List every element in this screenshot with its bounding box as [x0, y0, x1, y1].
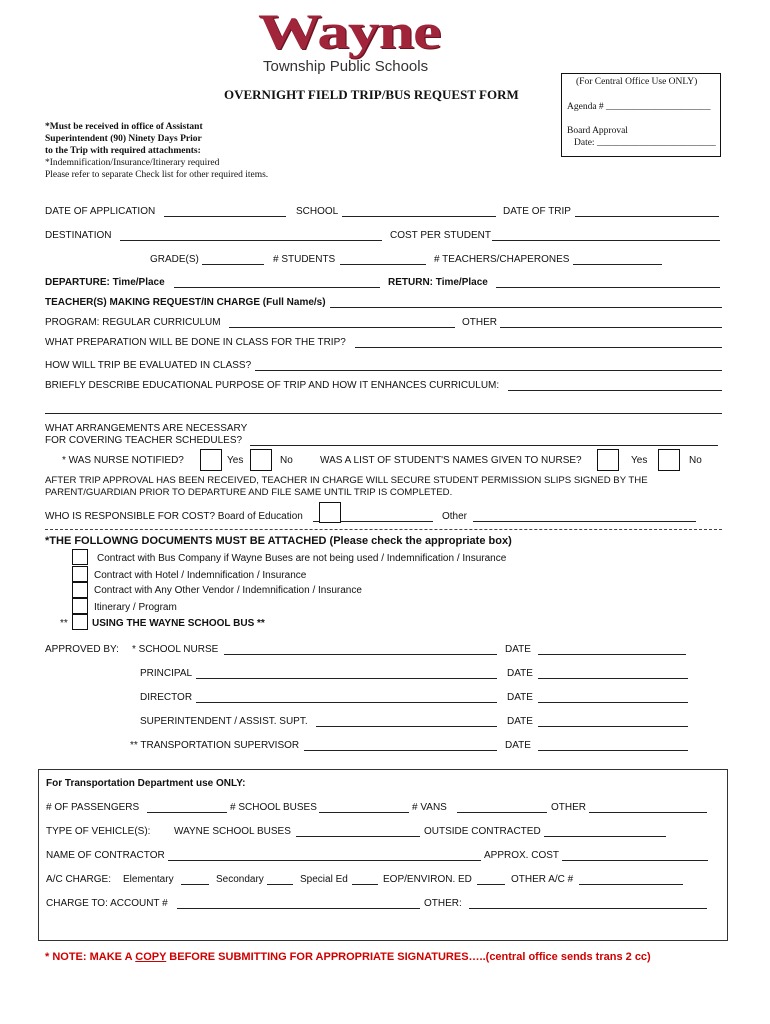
other-cost-label: Other [442, 511, 468, 522]
notice-line-1: *Must be received in office of Assistant [45, 122, 203, 132]
section-divider [45, 529, 722, 530]
nurse-date-label: DATE [505, 644, 531, 655]
doc-hotel-contract-label: Contract with Hotel / Indemnification / Insurance [94, 570, 307, 581]
destination-input[interactable] [120, 240, 382, 241]
school-label: SCHOOL [296, 206, 339, 217]
program-other-label: OTHER [462, 317, 497, 328]
other-cost-input[interactable] [473, 521, 696, 522]
approval-text-1: AFTER TRIP APPROVAL HAS BEEN RECEIVED, TEACHER IN CHARGE WILL SECURE STUDENT PERMISSION SLIPS SIGNED BY THE [45, 475, 648, 486]
approval-text-2: PARENT/GUARDIAN PRIOR TO DEPARTURE AND FILE SAME UNTIL TRIP IS COMPLETED. [45, 487, 453, 498]
form-title: OVERNIGHT FIELD TRIP/BUS REQUEST FORM [224, 87, 519, 102]
program-label: PROGRAM: REGULAR CURRICULUM [45, 317, 221, 328]
arrangements-label-1: WHAT ARRANGEMENTS ARE NECESSARY [45, 423, 248, 434]
wayne-logo: Wayne [258, 3, 441, 59]
nurse-notified-label: * WAS NURSE NOTIFIED? [62, 455, 184, 466]
students-label: # STUDENTS [273, 254, 336, 265]
evaluated-label: HOW WILL TRIP BE EVALUATED IN CLASS? [45, 360, 252, 371]
preparation-input[interactable] [355, 347, 722, 348]
teachers-chaperones-input[interactable] [573, 264, 662, 265]
return-input[interactable] [496, 287, 720, 288]
transport-other-input[interactable] [589, 812, 707, 813]
school-buses-input[interactable] [319, 812, 409, 813]
nurse-yes-label: Yes [227, 455, 244, 466]
list-yes-label: Yes [631, 455, 648, 466]
other-ac-label: OTHER A/C # [511, 874, 574, 885]
documents-heading: *THE FOLLOWNG DOCUMENTS MUST BE ATTACHED (Please check the appropriate box) [45, 535, 512, 547]
special-ed-label: Special Ed [300, 874, 348, 885]
eop-input[interactable] [477, 884, 505, 885]
account-input[interactable] [177, 908, 420, 909]
purpose-input-line-2[interactable] [45, 413, 722, 414]
office-box-heading: (For Central Office Use ONLY) [576, 77, 698, 87]
transport-other-label: OTHER [551, 802, 586, 813]
wayne-buses-input[interactable] [296, 836, 420, 837]
doc-vendor-contract-checkbox[interactable] [72, 582, 88, 598]
doc-vendor-contract-label: Contract with Any Other Vendor / Indemnification / Insurance [94, 585, 362, 596]
board-of-education-checkbox[interactable] [319, 502, 341, 523]
doc-hotel-contract-checkbox[interactable] [72, 566, 88, 582]
transportation-supervisor-signature[interactable] [304, 750, 497, 751]
grades-input[interactable] [202, 264, 264, 265]
wayne-buses-label: WAYNE SCHOOL BUSES [174, 826, 291, 837]
doc-itinerary-label: Itinerary / Program [94, 602, 177, 613]
principal-date-label: DATE [507, 668, 533, 679]
purpose-input[interactable] [508, 390, 722, 391]
date-of-trip-input[interactable] [575, 216, 719, 217]
list-no-label: No [689, 455, 702, 466]
teachers-in-charge-input[interactable] [330, 307, 722, 308]
teachers-in-charge-label: TEACHER(S) MAKING REQUEST/IN CHARGE (Full Name/s) [45, 297, 326, 308]
students-input[interactable] [340, 264, 426, 265]
secondary-label: Secondary [216, 874, 264, 885]
outside-contracted-input[interactable] [544, 836, 666, 837]
approx-cost-input[interactable] [562, 860, 708, 861]
doc-bus-contract-checkbox[interactable] [72, 549, 88, 565]
nurse-notified-yes-checkbox[interactable] [200, 449, 222, 471]
school-nurse-label: * SCHOOL NURSE [132, 644, 219, 655]
return-label: RETURN: Time/Place [388, 277, 488, 288]
bus-prefix: ** [60, 618, 68, 629]
transportation-box [38, 769, 728, 941]
vans-label: # VANS [412, 802, 447, 813]
board-date-field[interactable]: Date: _________________________ [574, 138, 716, 148]
preparation-label: WHAT PREPARATION WILL BE DONE IN CLASS FOR THE TRIP? [45, 337, 346, 348]
school-input[interactable] [342, 216, 496, 217]
transportation-supervisor-label: ** TRANSPORTATION SUPERVISOR [130, 740, 300, 751]
vans-input[interactable] [457, 812, 547, 813]
departure-label: DEPARTURE: Time/Place [45, 277, 165, 288]
footer-note [45, 951, 651, 963]
nurse-notified-no-checkbox[interactable] [250, 449, 272, 471]
program-other-input[interactable] [500, 327, 722, 328]
list-given-yes-checkbox[interactable] [597, 449, 619, 471]
evaluated-input[interactable] [255, 370, 722, 371]
director-label: DIRECTOR [140, 692, 193, 703]
contractor-input[interactable] [168, 860, 481, 861]
purpose-label: BRIEFLY DESCRIBE EDUCATIONAL PURPOSE OF TRIP AND HOW IT ENHANCES CURRICULUM: [45, 380, 500, 391]
grades-label: GRADE(S) [150, 254, 199, 265]
other-ac-input[interactable] [579, 884, 683, 885]
nurse-date-input[interactable] [538, 654, 686, 655]
logo-subtitle: Township Public Schools [263, 58, 429, 75]
eop-label: EOP/ENVIRON. ED [383, 874, 472, 885]
central-office-box [561, 73, 721, 157]
notice-line-3: to the Trip with required attachments: [45, 146, 201, 156]
arrangements-input[interactable] [250, 445, 718, 446]
doc-bus-contract-label: Contract with Bus Company if Wayne Buses are not being used / Indemnification / Insurance [97, 553, 507, 564]
arrangements-label-2: FOR COVERING TEACHER SCHEDULES? [45, 435, 243, 446]
footer-note-copy: COPY [135, 951, 167, 963]
wayne-bus-checkbox[interactable] [72, 614, 88, 630]
agenda-field[interactable]: Agenda # ______________________ [567, 102, 711, 112]
superintendent-date-label: DATE [507, 716, 533, 727]
vehicle-type-label: TYPE OF VEHICLE(S): [46, 826, 151, 837]
superintendent-signature[interactable] [316, 726, 497, 727]
notice-line-5: Please refer to separate Check list for other required items. [45, 170, 269, 180]
principal-label: PRINCIPAL [140, 668, 193, 679]
list-given-label: WAS A LIST OF STUDENT'S NAMES GIVEN TO NURSE? [320, 455, 582, 466]
nurse-no-label: No [280, 455, 293, 466]
charge-other-input[interactable] [469, 908, 707, 909]
board-approval-label: Board Approval [567, 126, 628, 136]
wayne-bus-label: USING THE WAYNE SCHOOL BUS ** [92, 618, 265, 629]
passengers-label: # OF PASSENGERS [46, 802, 140, 813]
secondary-input[interactable] [267, 884, 293, 885]
elementary-input[interactable] [181, 884, 209, 885]
departure-input[interactable] [174, 287, 380, 288]
notice-line-4: *Indemnification/Insurance/Itinerary required [45, 158, 220, 168]
school-buses-label: # SCHOOL BUSES [230, 802, 317, 813]
director-signature[interactable] [196, 702, 497, 703]
cost-per-student-input[interactable] [492, 240, 720, 241]
date-of-application-label: DATE OF APPLICATION [45, 206, 156, 217]
footer-note-pre: * NOTE: MAKE A [45, 951, 136, 963]
school-nurse-signature[interactable] [224, 654, 497, 655]
charge-to-label: CHARGE TO: ACCOUNT # [46, 898, 168, 909]
approx-cost-label: APPROX. COST [484, 850, 560, 861]
program-input[interactable] [229, 327, 455, 328]
superintendent-label: SUPERINTENDENT / ASSIST. SUPT. [140, 716, 308, 727]
principal-date-input[interactable] [538, 678, 688, 679]
list-given-no-checkbox[interactable] [658, 449, 680, 471]
elementary-label: Elementary [123, 874, 174, 885]
director-date-label: DATE [507, 692, 533, 703]
date-of-application-input[interactable] [164, 216, 286, 217]
principal-signature[interactable] [196, 678, 497, 679]
director-date-input[interactable] [538, 702, 688, 703]
cost-per-student-label: COST PER STUDENT [390, 230, 491, 241]
responsible-cost-label: WHO IS RESPONSIBLE FOR COST? Board of Education [45, 511, 303, 522]
notice-line-2: Superintendent (90) Ninety Days Prior [45, 134, 202, 144]
footer-note-post: BEFORE SUBMITTING FOR APPROPRIATE SIGNATURES…..(central office sends trans 2 cc) [166, 951, 651, 963]
special-ed-input[interactable] [352, 884, 378, 885]
supervisor-date-label: DATE [505, 740, 531, 751]
doc-itinerary-checkbox[interactable] [72, 598, 88, 614]
contractor-label: NAME OF CONTRACTOR [46, 850, 165, 861]
outside-contracted-label: OUTSIDE CONTRACTED [424, 826, 541, 837]
destination-label: DESTINATION [45, 230, 112, 241]
superintendent-date-input[interactable] [538, 726, 688, 727]
teachers-chaperones-label: # TEACHERS/CHAPERONES [434, 254, 570, 265]
approved-by-label: APPROVED BY: [45, 644, 119, 655]
transportation-heading: For Transportation Department use ONLY: [46, 778, 246, 789]
passengers-input[interactable] [147, 812, 227, 813]
supervisor-date-input[interactable] [538, 750, 688, 751]
date-of-trip-label: DATE OF TRIP [503, 206, 571, 217]
charge-other-label: OTHER: [424, 898, 462, 909]
ac-charge-label: A/C CHARGE: [46, 874, 112, 885]
